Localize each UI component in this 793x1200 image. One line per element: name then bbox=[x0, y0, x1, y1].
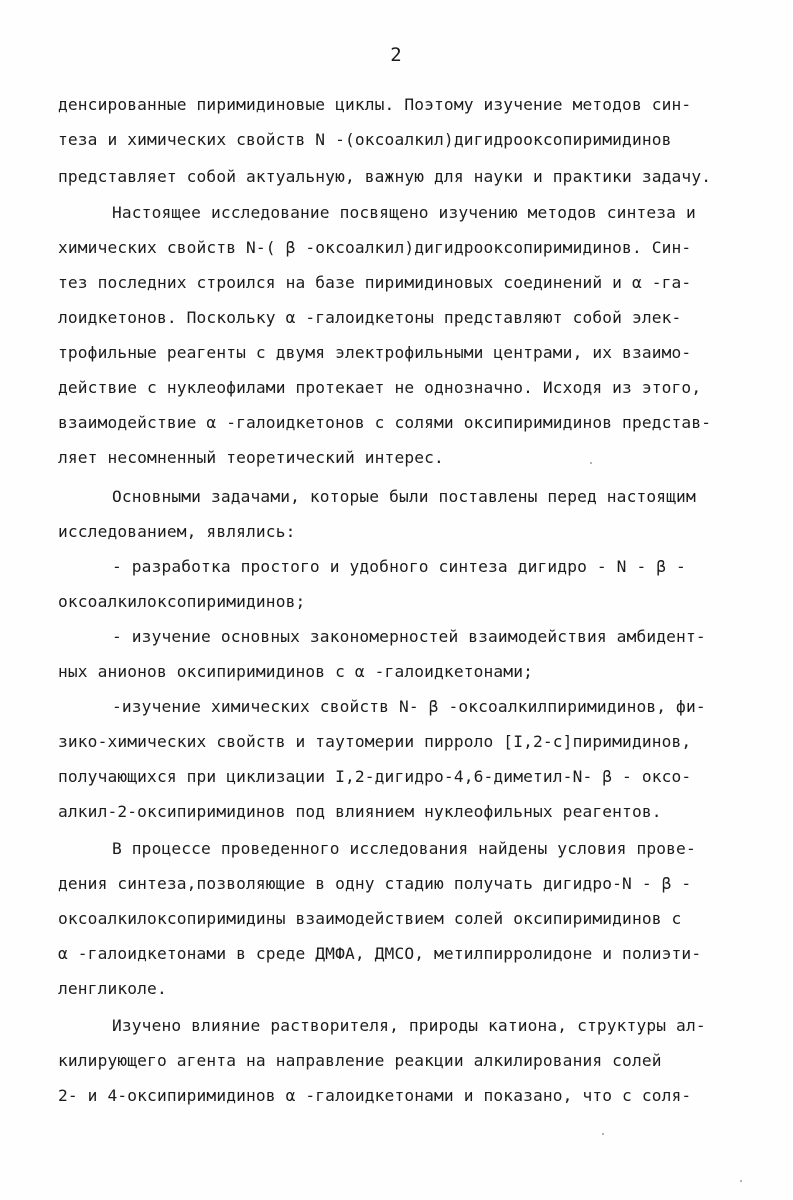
list-item-line: -изучение химических свойств N- β -оксоалкилпиримидинов, фи- bbox=[112, 697, 706, 716]
text-line: представляет собой актуальную, важную для науки и практики задачу. bbox=[58, 167, 712, 186]
text-line: денсированные пиримидиновые циклы. Поэтому изучение методов син- bbox=[58, 95, 692, 114]
text-line: дения синтеза,позволяющие в одну стадию получать дигидро-N - β - bbox=[58, 874, 692, 893]
text-line: ных анионов оксипиримидинов с α -галоидкетонами; bbox=[58, 662, 533, 681]
text-line: алкил-2-оксипиримидинов под влиянием нуклеофильных реагентов. bbox=[58, 802, 662, 821]
paragraph-start-line: В процессе проведенного исследования найдены условия прове- bbox=[112, 839, 696, 858]
scan-speck bbox=[602, 1133, 604, 1135]
text-line: получающихся при циклизации I,2-дигидро-4,6-диметил-N- β - оксо- bbox=[58, 767, 692, 786]
text-line: лоидкетонов. Поскольку α -галоидкетоны представляют собой элек- bbox=[58, 308, 682, 327]
paragraph-start-line: Изучено влияние растворителя, природы катиона, структуры ал- bbox=[112, 1016, 706, 1035]
text-line: α -галоидкетонами в среде ДМФА, ДМСО, метилпирролидоне и полиэти- bbox=[58, 944, 702, 963]
text-line: трофильные реагенты с двумя электрофильными центрами, их взаимо- bbox=[58, 343, 692, 362]
text-line: зико-химических свойств и таутомерии пирроло [I,2-с]пиримидинов, bbox=[58, 732, 692, 751]
text-line: килирующего агента на направление реакции алкилирования солей bbox=[58, 1051, 662, 1070]
paragraph-start-line: Основными задачами, которые были поставлены перед настоящим bbox=[112, 487, 696, 506]
text-line: теза и химических свойств N -(оксоалкил)дигидрооксопиримидинов bbox=[58, 130, 672, 149]
scan-speck bbox=[740, 1180, 742, 1182]
text-line: тез последних строился на базе пиримидиновых соединений и α -га- bbox=[58, 273, 692, 292]
text-line: химических свойств N-( β -оксоалкил)дигидрооксопиримидинов. Син- bbox=[58, 238, 692, 257]
text-line: ленгликоле. bbox=[58, 979, 167, 998]
text-line: оксоалкилоксопиримидины взаимодействием солей оксипиримидинов с bbox=[58, 909, 682, 928]
paragraph-start-line: Настоящее исследование посвящено изучению методов синтеза и bbox=[112, 203, 696, 222]
text-line: действие с нуклеофилами протекает не однозначно. Исходя из этого, bbox=[58, 378, 702, 397]
text-line: 2- и 4-оксипиримидинов α -галоидкетонами и показано, что с соля- bbox=[58, 1086, 692, 1105]
list-item-line: - изучение основных закономерностей взаимодействия амбидент- bbox=[112, 627, 706, 646]
scan-speck bbox=[590, 462, 592, 464]
text-line: исследованием, являлись: bbox=[58, 522, 296, 541]
list-item-line: - разработка простого и удобного синтеза дигидро - N - β - bbox=[112, 557, 686, 576]
text-line: взаимодействие α -галоидкетонов с солями оксипиримидинов представ- bbox=[58, 413, 712, 432]
text-line: оксоалкилоксопиримидинов; bbox=[58, 592, 306, 611]
text-line: ляет несомненный теоретический интерес. bbox=[58, 448, 444, 467]
page-number: 2 bbox=[390, 44, 403, 66]
